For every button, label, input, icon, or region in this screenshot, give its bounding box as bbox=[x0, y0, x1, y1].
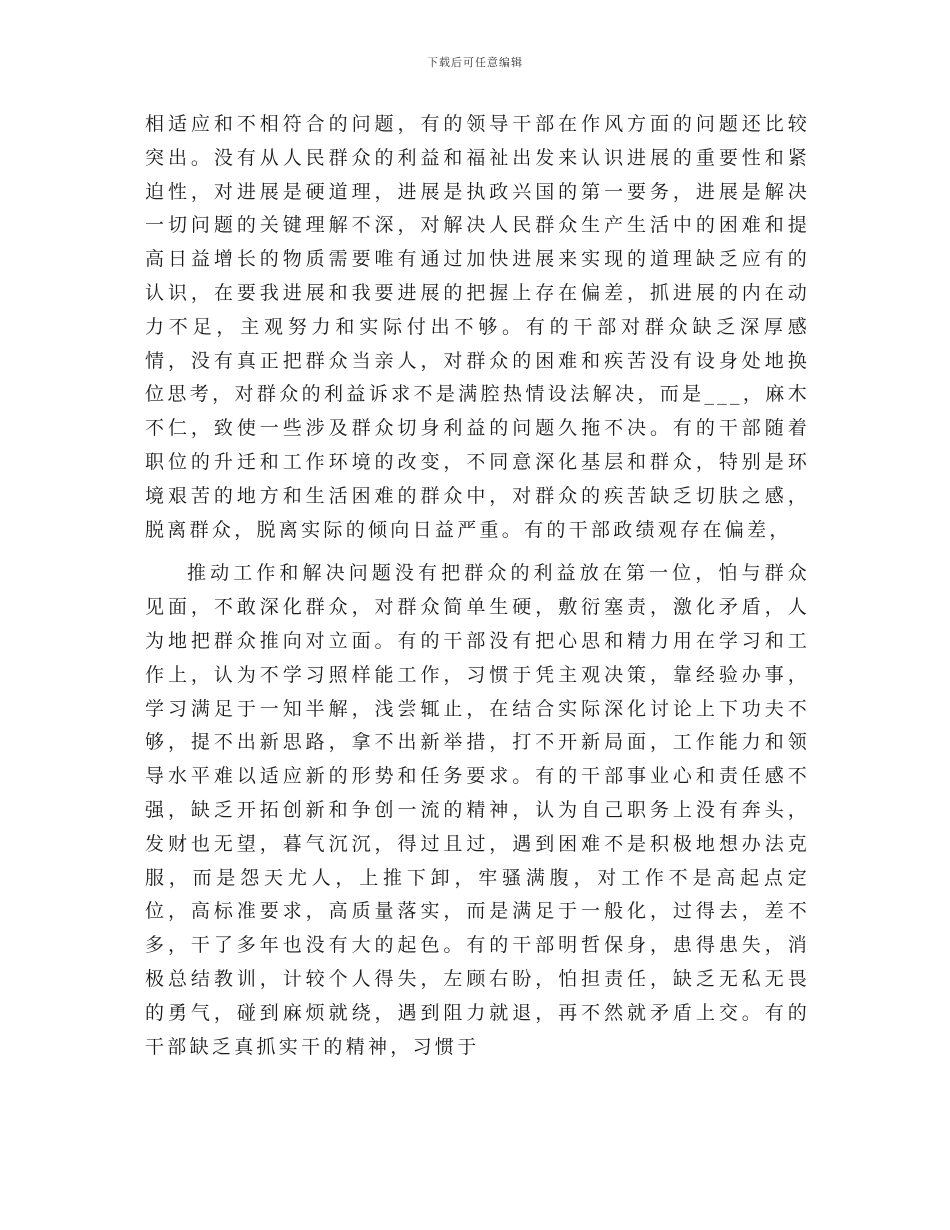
paragraph-1: 相适应和不相符合的问题，有的领导干部在作风方面的问题还比较突出。没有从人民群众的利益和福祉出发来认识进展的重要性和紧迫性，对进展是硬道理，进展是执政兴国的第一要务，进展是解决一切问题的关键理解不深，对解决人民群众生产生活中的困难和提高日益增长的物质需要唯有通过加快进展来实现的道理缺乏应有的认识，在要我进展和我要进展的把握上存在偏差，抓进展的内在动力不足，主观努力和实际付出不够。有的干部对群众缺乏深厚感情，没有真正把群众当亲人，对群众的困难和疾苦没有设身处地换位思考，对群众的利益诉求不是满腔热情设法解决，而是___，麻木不仁，致使一些涉及群众切身利益的问题久拖不决。有的干部随着职位的升迁和工作环境的改变，不同意深化基层和群众，特别是环境艰苦的地方和生活困难的群众中，对群众的疾苦缺乏切肤之感，脱离群众，脱离实际的倾向日益严重。有的干部政绩观存在偏差， bbox=[145, 113, 810, 541]
document-body bbox=[145, 108, 810, 1064]
page-header: 下载后可任意编辑 bbox=[427, 56, 523, 69]
paragraph-2: 推动工作和解决问题没有把群众的利益放在第一位，怕与群众见面，不敢深化群众，对群众简单生硬，敷衍塞责，激化矛盾，人为地把群众推向对立面。有的干部没有把心思和精力用在学习和工作上，认为不学习照样能工作，习惯于凭主观决策，靠经验办事，学习满足于一知半解，浅尝辄止，在结合实际深化讨论上下功夫不够，提不出新思路，拿不出新举措，打不开新局面，工作能力和领导水平难以适应新的形势和任务要求。有的干部事业心和责任感不强，缺乏开拓创新和争创一流的精神，认为自己职务上没有奔头，发财也无望，暮气沉沉，得过且过，遇到困难不是积极地想办法克服，而是怨天尤人，上推下卸，牢骚满腹，对工作不是高起点定位，高标准要求，高质量落实，而是满足于一般化，过得去，差不多，干了多年也没有大的起色。有的干部明哲保身，患得患失，消极总结教训，计较个人得失，左顾右盼，怕担责任，缺乏无私无畏的勇气，碰到麻烦就绕，遇到阻力就退，再不然就矛盾上交。有的干部缺乏真抓实干的精神，习惯于 bbox=[145, 562, 810, 1058]
